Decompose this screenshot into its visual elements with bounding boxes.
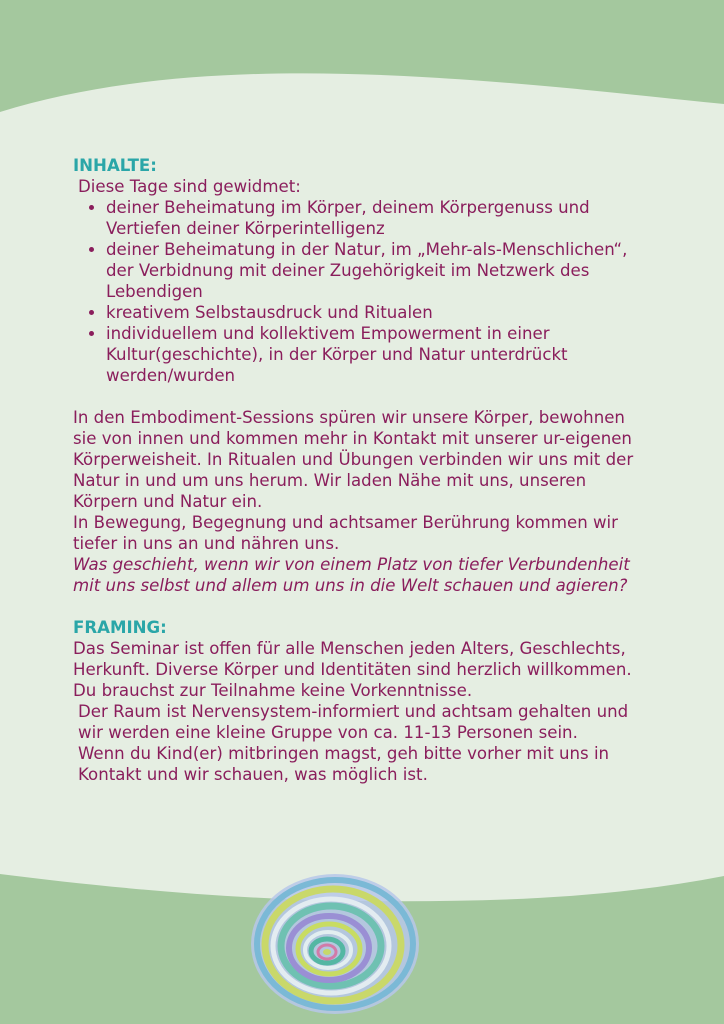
watercolor-spiral-icon: [251, 868, 427, 1016]
list-item: • deiner Beheimatung in der Natur, im „Mehr-als-Menschlichen“, der Verbidnung mit deiner Zugehörigkeit im Netzwerk des Lebendigen: [106, 239, 653, 302]
inhalte-intro: Diese Tage sind gewidmet:: [78, 177, 301, 196]
framing-paragraph-1: Das Seminar ist offen für alle Menschen jeden Alters, Geschlechts, Herkunft. Diverse Körper und Identitäten sind herzlich willkommen. Du brauchst zur Teilnahme keine Vorkenntnisse.: [73, 639, 632, 700]
main-content: [73, 155, 653, 785]
framing-paragraph-3: Wenn du Kind(er) mitbringen magst, geh bitte vorher mit uns in Kontakt und wir schauen, was möglich ist.: [78, 744, 610, 784]
embodiment-paragraph-2: In Bewegung, Begegnung und achtsamer Berührung kommen wir tiefer in uns an und nähren uns.: [73, 513, 618, 553]
inhalte-list: [73, 197, 653, 386]
embodiment-paragraph-1: In den Embodiment-Sessions spüren wir unsere Körper, bewohnen sie von innen und kommen mehr in Kontakt mit unserer ur-eigenen Körperweisheit. In Ritualen und Übungen verbinden wir uns mit der Natur in und um uns herum. Wir laden Nähe mit uns, unseren Körpern und Natur ein.: [73, 408, 634, 511]
framing-heading: FRAMING:: [73, 618, 167, 637]
list-item: • kreativem Selbstausdruck und Ritualen: [106, 302, 653, 323]
framing-paragraph-2: Der Raum ist Nervensystem-informiert und achtsam gehalten und wir werden eine kleine Gruppe von ca. 11-13 Personen sein.: [78, 702, 629, 742]
list-item: • individuellem und kollektivem Empowerment in einer Kultur(geschichte), in der Körper und Natur unterdrückt werden/wurden: [106, 323, 653, 386]
inhalte-heading: INHALTE:: [73, 156, 157, 175]
embodiment-question: Was geschieht, wenn wir von einem Platz von tiefer Verbundenheit mit uns selbst und allem um uns in die Welt schauen und agieren?: [73, 555, 630, 595]
list-item: • deiner Beheimatung im Körper, deinem Körpergenuss und Vertiefen deiner Körperintelligenz: [106, 197, 653, 239]
